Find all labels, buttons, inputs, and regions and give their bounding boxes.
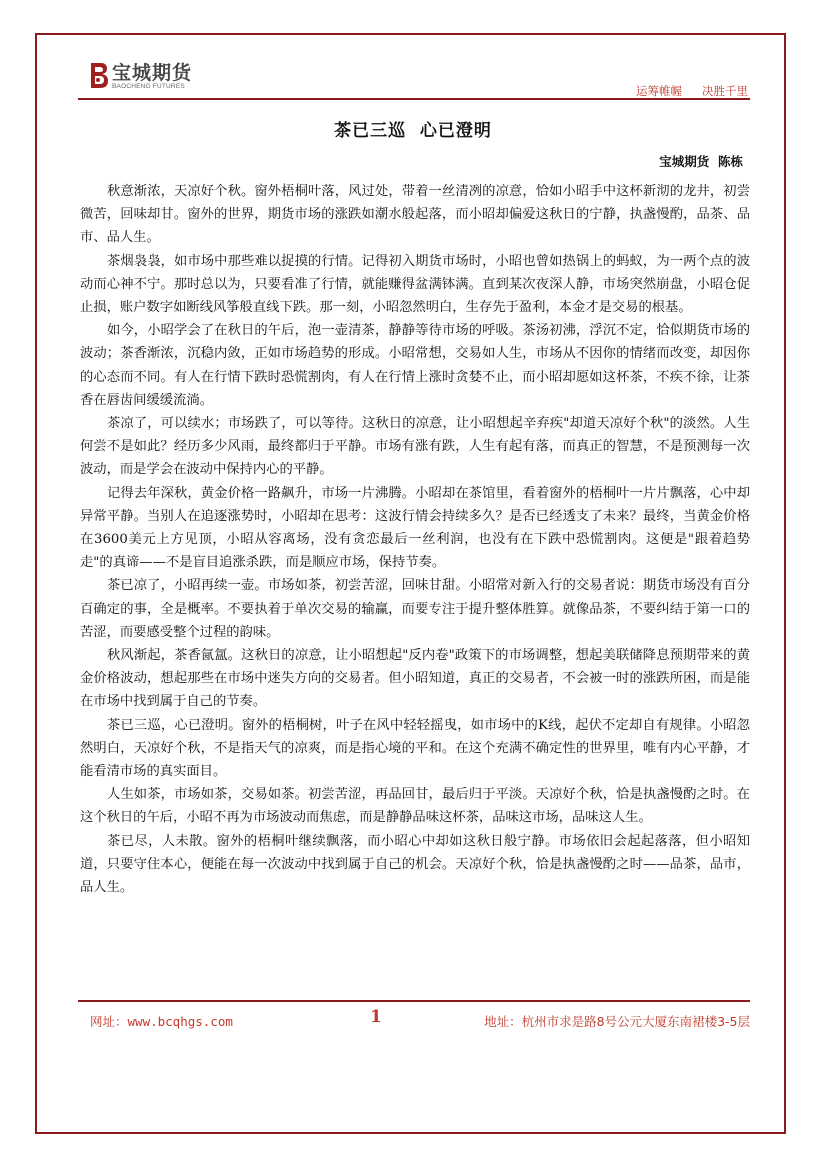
slogan-part-2: 决胜千里 (702, 84, 748, 98)
header-slogan (616, 83, 748, 99)
article-title: 茶已三巡 心已澄明 (334, 121, 492, 141)
logo-mark-icon (88, 61, 110, 91)
footer-website (90, 1012, 233, 1030)
paragraph: 茶已尽，人未散。窗外的梧桐叶继续飘落，而小昭心中却如这秋日般宁静。市场依旧会起起落落，但小昭知道，只要守住本心，便能在每一次波动中找到属于自己的机会。天凉好个秋，恰是执盏慢酌之时——品茶，品市，品人生。 (80, 833, 750, 896)
footer-address: 地址：杭州市求是路8号公元大厦东南裙楼3-5层 (484, 1014, 750, 1029)
slogan-part-1: 运筹帷幄 (636, 84, 682, 98)
paragraph: 如今，小昭学会了在秋日的午后，泡一壶清茶，静静等待市场的呼吸。茶汤初沸，浮沉不定，恰似期货市场的波动；茶香渐浓，沉稳内敛，正如市场趋势的形成。小昭常想，交易如人生，市场从不因你的情绪而改变，却因你的心态而不同。有人在行情下跌时恐慌割肉，有人在行情上涨时贪婪不止，而小昭却愿如这杯茶，不疾不徐，让茶香在唇齿间缓缓流淌。 (80, 323, 750, 408)
header-divider (78, 98, 750, 100)
footer-url-label: 网址： (90, 1014, 128, 1029)
page-number: 1 (370, 1007, 382, 1027)
logo-chinese-name: 宝城期货 (112, 62, 193, 84)
paragraph: 茶烟袅袅，如市场中那些难以捉摸的行情。记得初入期货市场时，小昭也曾如热锅上的蚂蚁，为一两个点的波动而心神不宁。那时总以为，只要看准了行情，就能赚得盆满钵满。直到某次夜深人静，市场突然崩盘，小昭仓促止损，账户数字如断线风筝般直线下跌。那一刻，小昭忽然明白，生存先于盈利，本金才是交易的根基。 (80, 253, 750, 316)
logo-english-name: BAOCHENG FUTURES (112, 83, 185, 90)
paragraph: 茶已凉了，小昭再续一壶。市场如茶，初尝苦涩，回味甘甜。小昭常对新入行的交易者说：期货市场没有百分百确定的事，全是概率。不要执着于单次交易的输赢，而要专注于提升整体胜算。就像品茶，不要纠结于第一口的苦涩，而要感受整个过程的韵味。 (80, 578, 750, 640)
company-logo (88, 61, 192, 91)
footer-url-link[interactable]: www.bcqhgs.com (127, 1014, 233, 1029)
article-author: 宝城期货 陈栋 (659, 154, 743, 169)
paragraph: 茶已三巡，心已澄明。窗外的梧桐树，叶子在风中轻轻摇曳，如市场中的K线，起伏不定却自有规律。小昭忽然明白，天凉好个秋，不是指天气的凉爽，而是指心境的平和。在这个充满不确定性的世界里，唯有内心平静，才能看清市场的真实面目。 (80, 717, 750, 780)
paragraph: 人生如茶，市场如茶，交易如茶。初尝苦涩，再品回甘，最后归于平淡。天凉好个秋，恰是执盏慢酌之时。在这个秋日的午后，小昭不再为市场波动而焦虑，而是静静品味这杯茶，品味这市场，品味这人生。 (80, 787, 750, 826)
paragraph: 记得去年深秋，黄金价格一路飙升，市场一片沸腾。小昭却在茶馆里，看着窗外的梧桐叶一片片飘落，心中却异常平静。当别人在追逐涨势时，小昭却在思考：这波行情会持续多久？是否已经透支了未来？最终，当黄金价格在3600美元上方见顶，小昭从容离场，没有贪恋最后一丝利润，也没有在下跌中恐慌割肉。这便是"跟着趋势走"的真谛——不是盲目追涨杀跌，而是顺应市场，保持节奏。 (80, 485, 750, 571)
article-body (80, 180, 750, 899)
paragraph: 秋风渐起，茶香氤氲。这秋日的凉意，让小昭想起"反内卷"政策下的市场调整，想起美联储降息预期带来的黄金价格波动，想起那些在市场中迷失方向的交易者。但小昭知道，真正的交易者，不会被一时的涨跌所困，而是能在市场中找到属于自己的节奏。 (80, 648, 750, 710)
paragraph: 茶凉了，可以续水；市场跌了，可以等待。这秋日的凉意，让小昭想起辛弃疾"却道天凉好个秋"的淡然。人生何尝不是如此？经历多少风雨，最终都归于平静。市场有涨有跌，人生有起有落，而真正的智慧，不是预测每一次波动，而是学会在波动中保持内心的平静。 (80, 416, 750, 478)
paragraph: 秋意渐浓，天凉好个秋。窗外梧桐叶落，风过处，带着一丝清冽的凉意，恰如小昭手中这杯新沏的龙井，初尝微苦，回味却甘。窗外的世界，期货市场的涨跌如潮水般起落，而小昭却偏爱这秋日的宁静，执盏慢酌，品茶、品市、品人生。 (80, 184, 750, 246)
footer-divider (78, 1000, 750, 1002)
